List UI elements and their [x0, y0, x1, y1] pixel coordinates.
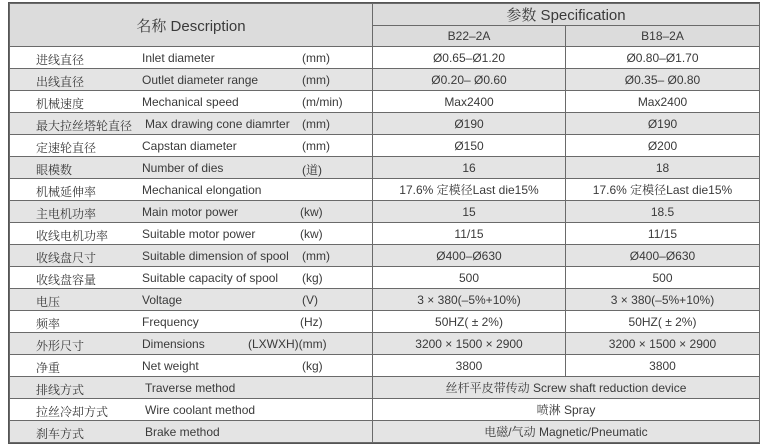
- value-b22-2a: 15: [373, 201, 566, 223]
- chinese-label: 最大拉丝塔轮直径: [36, 119, 133, 133]
- chinese-label: 电压: [36, 295, 61, 309]
- unit-label: (mm): [302, 139, 330, 153]
- english-label: Suitable capacity of spool: [142, 271, 279, 285]
- unit-label: (kg): [302, 271, 323, 285]
- value-b18-2a: 50HZ( ± 2%): [566, 311, 760, 333]
- chinese-label: 排线方式: [36, 383, 85, 397]
- chinese-label: 收线电机功率: [36, 229, 109, 243]
- value-b18-2a: Ø400–Ø630: [566, 245, 760, 267]
- english-label: Max drawing cone diamrter: [145, 117, 290, 131]
- table-row-merged: [10, 421, 760, 443]
- chinese-label: 眼模数: [36, 163, 73, 177]
- value-b18-2a: 3 × 380(–5%+10%): [566, 289, 760, 311]
- shared-value: 丝杆平皮带传动 Screw shaft reduction device: [373, 377, 760, 399]
- unit-label: (m/min): [302, 95, 343, 109]
- value-b18-2a: Ø190: [566, 113, 760, 135]
- chinese-label: 频率: [36, 317, 61, 331]
- english-label: Frequency: [142, 315, 199, 329]
- row-description: [10, 421, 373, 443]
- row-description: [10, 69, 373, 91]
- chinese-label: 外形尺寸: [36, 339, 85, 353]
- specification-table: [8, 2, 760, 444]
- row-description: [10, 157, 373, 179]
- unit-label: (V): [302, 293, 318, 307]
- table-row-merged: [10, 399, 760, 421]
- row-description: [10, 355, 373, 377]
- unit-label: (kw): [300, 205, 323, 219]
- chinese-label: 拉丝冷却方式: [36, 405, 109, 419]
- english-label: Number of dies: [142, 161, 224, 175]
- value-b22-2a: 3 × 380(–5%+10%): [373, 289, 566, 311]
- chinese-label: 主电机功率: [36, 207, 97, 221]
- row-description: [10, 377, 373, 399]
- value-b22-2a: 50HZ( ± 2%): [373, 311, 566, 333]
- english-label: Net weight: [142, 359, 199, 373]
- model-header-b22-2a: B22–2A: [373, 26, 566, 47]
- english-label: Suitable dimension of spool: [142, 249, 289, 263]
- chinese-label: 收线盘尺寸: [36, 251, 97, 265]
- row-description: [10, 201, 373, 223]
- row-description: [10, 135, 373, 157]
- value-b22-2a: 3200 × 1500 × 2900: [373, 333, 566, 355]
- table-row: [10, 201, 760, 223]
- english-label: Outlet diameter range: [142, 73, 259, 87]
- unit-label: (kw): [300, 227, 323, 241]
- row-description: [10, 91, 373, 113]
- english-label: Capstan diameter: [142, 139, 237, 153]
- chinese-label: 机械延伸率: [36, 185, 97, 199]
- unit-label: (mm): [302, 51, 330, 65]
- table-row: [10, 179, 760, 201]
- value-b22-2a: Ø0.20– Ø0.60: [373, 69, 566, 91]
- row-description: [10, 113, 373, 135]
- row-description: [10, 179, 373, 201]
- row-description: [10, 289, 373, 311]
- value-b22-2a: 11/15: [373, 223, 566, 245]
- chinese-label: 机械速度: [36, 97, 85, 111]
- table-row: [10, 91, 760, 113]
- row-description: [10, 399, 373, 421]
- row-description: [10, 267, 373, 289]
- value-b18-2a: 3800: [566, 355, 760, 377]
- table-row: [10, 69, 760, 91]
- value-b22-2a: 500: [373, 267, 566, 289]
- value-b22-2a: 17.6% 定模径Last die15%: [373, 179, 566, 201]
- table-row: [10, 333, 760, 355]
- value-b22-2a: Ø150: [373, 135, 566, 157]
- value-b18-2a: Ø0.35– Ø0.80: [566, 69, 760, 91]
- table-row: [10, 47, 760, 69]
- english-label: Brake method: [145, 425, 220, 439]
- value-b18-2a: 18.5: [566, 201, 760, 223]
- unit-label: (道): [302, 163, 322, 177]
- table-row-merged: [10, 377, 760, 399]
- english-label: Mechanical elongation: [142, 183, 262, 197]
- english-label: Dimensions: [142, 337, 205, 351]
- value-b22-2a: Ø400–Ø630: [373, 245, 566, 267]
- unit-label: (mm): [302, 73, 330, 87]
- unit-label: (Hz): [300, 315, 323, 329]
- value-b18-2a: Ø0.80–Ø1.70: [566, 47, 760, 69]
- value-b18-2a: 500: [566, 267, 760, 289]
- chinese-label: 收线盘容量: [36, 273, 97, 287]
- unit-label: (kg): [302, 359, 323, 373]
- chinese-label: 出线直径: [36, 75, 85, 89]
- english-label: Mechanical speed: [142, 95, 239, 109]
- specification-header: 参数 Specification: [373, 4, 760, 26]
- table-row: [10, 245, 760, 267]
- chinese-label: 进线直径: [36, 53, 85, 67]
- value-b22-2a: Ø190: [373, 113, 566, 135]
- chinese-label: 定速轮直径: [36, 141, 97, 155]
- english-label: Voltage: [142, 293, 183, 307]
- value-b18-2a: Ø200: [566, 135, 760, 157]
- unit-label: (LXWXH)(mm): [248, 337, 327, 351]
- english-label: Main motor power: [142, 205, 239, 219]
- english-label: Suitable motor power: [142, 227, 256, 241]
- row-description: [10, 245, 373, 267]
- shared-value: 喷淋 Spray: [373, 399, 760, 421]
- english-label: Wire coolant method: [145, 403, 256, 417]
- unit-label: (mm): [302, 117, 330, 131]
- table-row: [10, 135, 760, 157]
- english-label: Inlet diameter: [142, 51, 215, 65]
- table-row: [10, 223, 760, 245]
- chinese-label: 刹车方式: [36, 427, 85, 441]
- value-b22-2a: Ø0.65–Ø1.20: [373, 47, 566, 69]
- table-row: [10, 355, 760, 377]
- value-b22-2a: 3800: [373, 355, 566, 377]
- table-body: [10, 47, 760, 443]
- value-b18-2a: Max2400: [566, 91, 760, 113]
- table-row: [10, 113, 760, 135]
- value-b22-2a: 16: [373, 157, 566, 179]
- row-description: [10, 47, 373, 69]
- english-label: Traverse method: [145, 381, 236, 395]
- chinese-label: 净重: [36, 361, 61, 375]
- value-b18-2a: 11/15: [566, 223, 760, 245]
- shared-value: 电磁/气动 Magnetic/Pneumatic: [373, 421, 760, 443]
- value-b18-2a: 18: [566, 157, 760, 179]
- description-header: 名称 Description: [10, 4, 373, 47]
- table-row: [10, 311, 760, 333]
- row-description: [10, 333, 373, 355]
- table-row: [10, 289, 760, 311]
- table-row: [10, 267, 760, 289]
- row-description: [10, 311, 373, 333]
- model-header-b18-2a: B18–2A: [566, 26, 760, 47]
- value-b22-2a: Max2400: [373, 91, 566, 113]
- row-description: [10, 223, 373, 245]
- table-row: [10, 157, 760, 179]
- unit-label: (mm): [302, 249, 330, 263]
- value-b18-2a: 17.6% 定模径Last die15%: [566, 179, 760, 201]
- value-b18-2a: 3200 × 1500 × 2900: [566, 333, 760, 355]
